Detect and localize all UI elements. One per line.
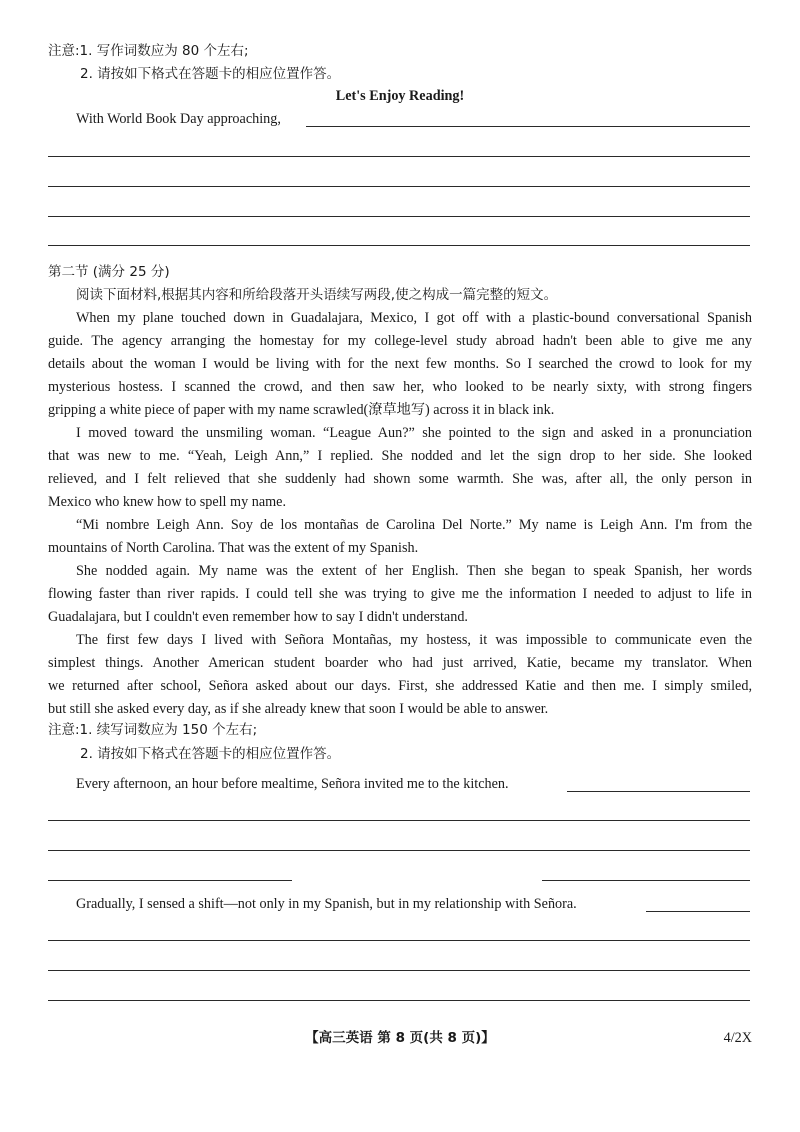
continuation-note-1: 注意:1. 续写词数应为 150 个左右;	[48, 722, 258, 738]
passage-line: mysterious hostess. I scanned the crowd, and then saw her, who looked to be nearly sixty, with strong fingers	[48, 379, 752, 395]
continuation-prompt-1: Every afternoon, an hour before mealtime, Señora invited me to the kitchen.	[76, 776, 509, 792]
answer-line	[48, 880, 292, 881]
section-instruction: 阅读下面材料,根据其内容和所给段落开头语续写两段,使之构成一篇完整的短文。	[76, 287, 558, 303]
continuation-prompt-2: Gradually, I sensed a shift—not only in my Spanish, but in my relationship with Señora.	[76, 896, 577, 912]
passage-line: When my plane touched down in Guadalajara, Mexico, I got off with a plastic-bound conversational Spanish	[76, 310, 752, 326]
passage-line: but still she asked every day, as if she already knew that soon I would be able to answer.	[48, 701, 549, 717]
answer-line	[306, 126, 750, 127]
passage-line: Mexico who knew how to spell my name.	[48, 494, 286, 510]
passage-line: mountains of North Carolina. That was the extent of my Spanish.	[48, 540, 419, 556]
passage-line: The first few days I lived with Señora Montañas, my hostess, it was impossible to communicate even the	[76, 632, 752, 648]
passage-line: simplest things. Another American student boarder who had just arrived, Katie, became my translator. When	[48, 655, 752, 671]
passage-line: She nodded again. My name was the extent of her English. Then she began to speak Spanish, her words	[76, 563, 752, 579]
writing-note-2: 2. 请按如下格式在答题卡的相应位置作答。	[80, 66, 341, 82]
answer-line	[48, 940, 750, 941]
passage-line: guide. The agency arranging the homestay for my college-level study abroad hadn't been able to give me any	[48, 333, 752, 349]
passage-line: I moved toward the unsmiling woman. “League Aun?” she pointed to the sign and asked in a pronunciation	[76, 425, 752, 441]
passage-line: Guadalajara, but I couldn't even remember how to say I didn't understand.	[48, 609, 468, 625]
passage-line: “Mi nombre Leigh Ann. Soy de los montañas de Carolina Del Norte.” My name is Leigh Ann. I'm from the	[76, 517, 752, 533]
passage-line: that was new to me. “Yeah, Leigh Ann,” I replied. She nodded and let the sign drop to her side. She looked	[48, 448, 752, 464]
answer-line	[567, 791, 750, 792]
page-footer: 【高三英语 第 8 页(共 8 页)】	[305, 1030, 495, 1046]
writing-note-1: 注意:1. 写作词数应为 80 个左右;	[48, 43, 249, 59]
passage-line: details about the woman I would be living with for the next few months. So I searched the crowd to look for my	[48, 356, 752, 372]
answer-line	[48, 156, 750, 157]
passage-line: gripping a white piece of paper with my name scrawled(潦草地写) across it in black ink.	[48, 402, 555, 418]
answer-line	[542, 880, 750, 881]
answer-line	[48, 1000, 750, 1001]
answer-line	[646, 911, 750, 912]
answer-line	[48, 186, 750, 187]
passage-line: we returned after school, Señora asked about our days. First, she addressed Katie and then me. I simply smiled,	[48, 678, 752, 694]
answer-line	[48, 820, 750, 821]
answer-line	[48, 216, 750, 217]
continuation-note-2: 2. 请按如下格式在答题卡的相应位置作答。	[80, 746, 341, 762]
writing-opening: With World Book Day approaching,	[76, 111, 281, 127]
answer-line	[48, 245, 750, 246]
page-code: 4/2X	[723, 1030, 752, 1046]
passage-line: flowing faster than river rapids. I could tell she was trying to give me the information I needed to adjust to life in	[48, 586, 752, 602]
section-heading: 第二节 (满分 25 分)	[48, 264, 170, 280]
answer-line	[48, 970, 750, 971]
passage-line: relieved, and I felt relieved that she suddenly had shown some warmth. She was, after all, the only person in	[48, 471, 752, 487]
answer-line	[48, 850, 750, 851]
writing-title: Let's Enjoy Reading!	[335, 88, 465, 104]
